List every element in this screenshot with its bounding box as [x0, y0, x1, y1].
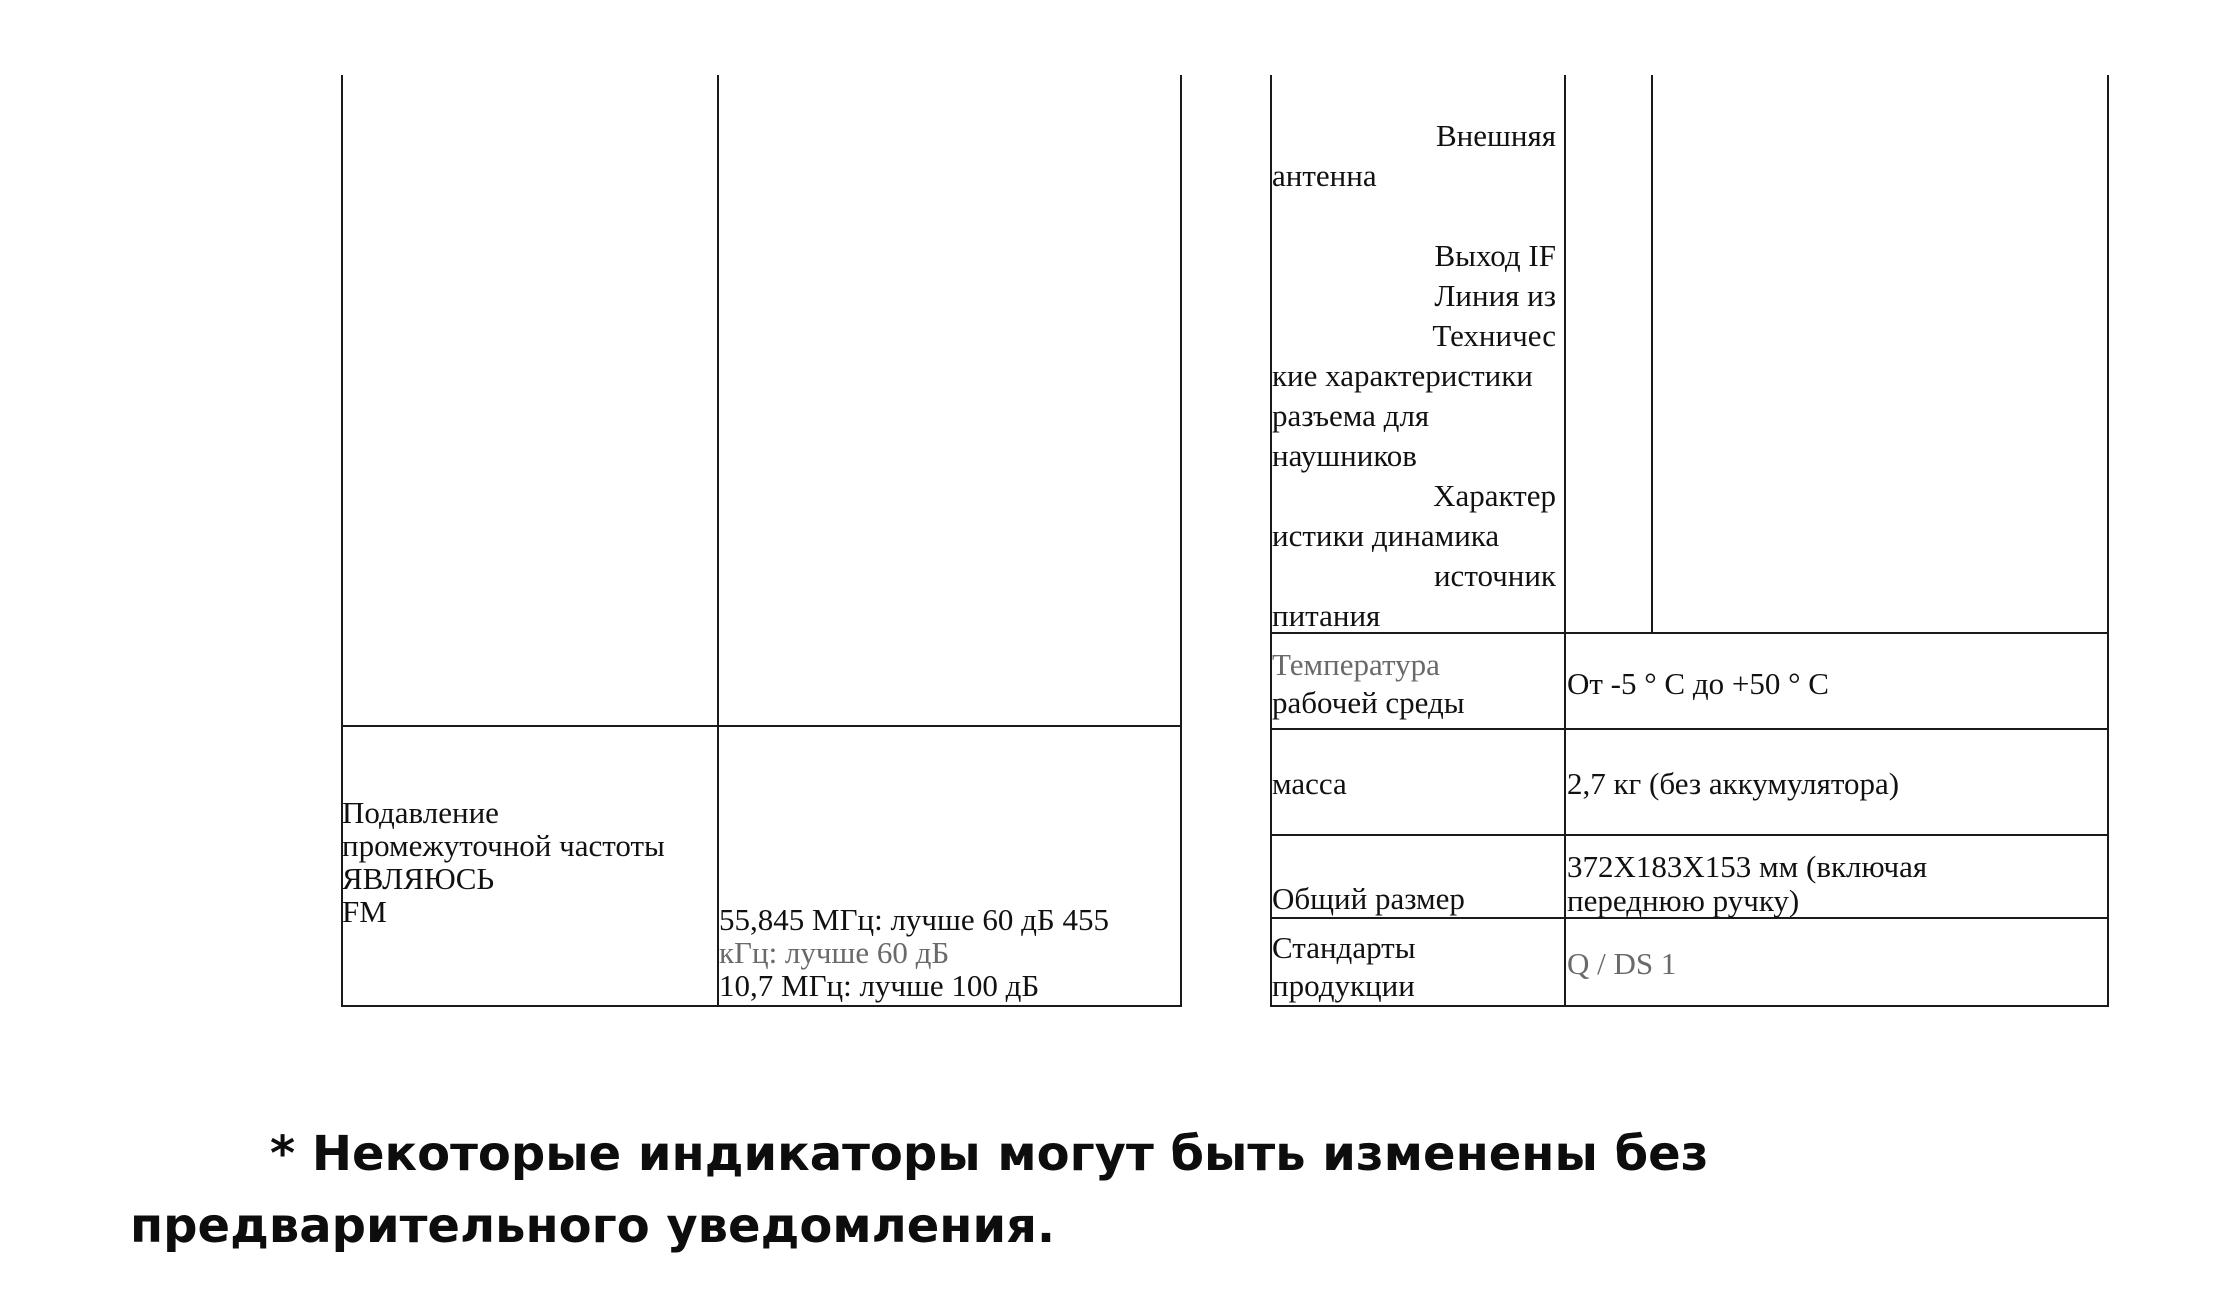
cell-text: Температура: [1272, 647, 1440, 682]
cell-text: От -5 ° С до +50 ° С: [1567, 666, 1829, 701]
table-border: [717, 75, 719, 1007]
table-border: [1651, 75, 1653, 633]
cell-text: Подавление: [342, 795, 499, 830]
cell-text: питания: [1272, 598, 1381, 633]
table-border: [341, 725, 1182, 727]
cell-text: 55,845 МГц: лучше 60 дБ 455: [719, 902, 1109, 937]
table-border: [1180, 75, 1182, 1007]
cell-text: Стандарты: [1272, 930, 1416, 965]
cell-text: FM: [342, 894, 387, 929]
cell-text: 10,7 МГц: лучше 100 дБ: [719, 968, 1040, 1003]
cell-text: 2,7 кг (без аккумулятора): [1567, 766, 1900, 801]
table-border: [1270, 834, 2109, 836]
footnote: * Некоторые индикаторы могут быть изменены без предварительного уведомления.: [130, 1126, 1709, 1254]
cell-text: Характер: [1433, 478, 1556, 513]
cell-text: Q / DS 1: [1567, 946, 1677, 981]
cell-text: промежуточной частоты: [342, 828, 665, 863]
cell-text: истики динамика: [1272, 518, 1500, 553]
cell-text: Внешняя: [1435, 118, 1556, 153]
table-border: [2107, 75, 2109, 1007]
table-border: [341, 1005, 1182, 1007]
cell-text: антенна: [1272, 158, 1377, 193]
cell-text: разъема для: [1272, 398, 1430, 433]
table-border: [1270, 632, 2109, 634]
cell-text: кГц: лучше 60 дБ: [719, 935, 950, 970]
cell-text: масса: [1272, 766, 1347, 801]
cell-text: 372X183X153 мм (включая: [1567, 849, 1928, 884]
cell-text: переднюю ручку): [1567, 883, 1800, 918]
cell-text: ЯВЛЯЮСЬ: [342, 861, 495, 896]
table-border: [1270, 728, 2109, 730]
cell-text: наушников: [1272, 438, 1417, 473]
cell-text: Выход IF: [1434, 238, 1556, 273]
cell-text: Линия из: [1434, 278, 1556, 313]
cell-text: Общий размер: [1272, 881, 1465, 916]
cell-text: Техничес: [1432, 318, 1556, 353]
table-border: [1564, 75, 1566, 1007]
cell-text: источник: [1433, 558, 1556, 593]
cell-text: кие характеристики: [1272, 358, 1533, 393]
cell-text: рабочей среды: [1272, 685, 1465, 720]
cell-text: продукции: [1272, 968, 1415, 1003]
